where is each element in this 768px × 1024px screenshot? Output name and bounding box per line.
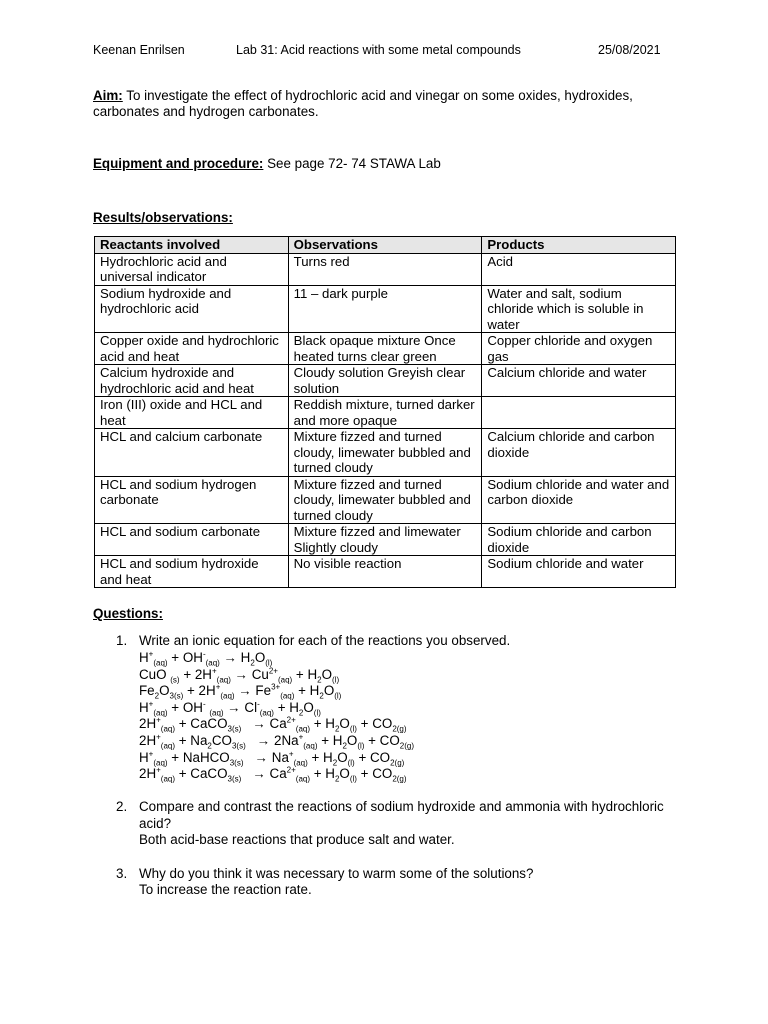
table-cell: Acid [482, 253, 676, 285]
table-row [95, 397, 676, 429]
column-header: Reactants involved [95, 237, 289, 254]
table-cell: Cloudy solution Greyish clear solution [288, 365, 482, 397]
question-2 [116, 799, 676, 851]
question-text: Write an ionic equation for each of the reactions you observed. [139, 633, 511, 648]
table-cell [482, 397, 676, 429]
table-row [95, 333, 676, 365]
table-cell: Turns red [288, 253, 482, 285]
question-number: 2. [116, 799, 128, 814]
column-header: Observations [288, 237, 482, 254]
equation: $2H^+_{(aq)}$ + CaCO$_{3(s)}$ → $Ca^{2+}_{(aq)} + H_2O_{(l)} + CO_{2(g)}$ [139, 765, 407, 784]
ionic-equations [139, 650, 414, 783]
table-cell: Black opaque mixture Once heated turns clear green [288, 333, 482, 365]
table-row [95, 285, 676, 333]
table-cell: Mixture fizzed and limewater Slightly cloudy [288, 524, 482, 556]
table-cell: Sodium hydroxide and hydrochloric acid [95, 285, 289, 333]
column-header: Products [482, 237, 676, 254]
table-cell: Reddish mixture, turned darker and more opaque [288, 397, 482, 429]
table-cell: Mixture fizzed and turned cloudy, limewater bubbled and turned cloudy [288, 476, 482, 524]
question-text: Compare and contrast the reactions of sodium hydroxide and ammonia with hydrochloric acid? [139, 799, 664, 831]
table-cell: Mixture fizzed and turned cloudy, limewater bubbled and turned cloudy [288, 429, 482, 477]
equation: CuO $_{(s)} + 2H^+_{(aq)} \to Cu^{2+}_{(aq)} + H_2O_{(l)}$ [139, 666, 340, 685]
question-number: 3. [116, 866, 128, 881]
table-row [95, 524, 676, 556]
question-text: Why do you think it was necessary to warm some of the solutions? [139, 866, 534, 881]
equation: $H^+_{(aq)}$ + NaHCO$_{3(s)}$ → $Na^+_{(aq)} + H_2O_{(l)} + CO_{2(g)}$ [139, 749, 405, 768]
equipment-label: Equipment and procedure: [93, 156, 264, 171]
aim-section [93, 88, 683, 120]
equation: $2H^+_{(aq)}$ + CaCO$_{3(s)}$ → $Ca^{2+}_{(aq)} + H_2O_{(l)} + CO_{2(g)}$ [139, 715, 407, 735]
lab-date: 25/08/2021 [598, 43, 661, 57]
table-cell: Calcium chloride and water [482, 365, 676, 397]
question-answer: To increase the reaction rate. [139, 882, 312, 897]
table-cell: Iron (III) oxide and HCL and heat [95, 397, 289, 429]
results-table [94, 236, 676, 588]
table-row [95, 365, 676, 397]
table-cell: No visible reaction [288, 556, 482, 588]
table-row [95, 476, 676, 524]
table-cell: Calcium hydroxide and hydrochloric acid and heat [95, 365, 289, 397]
question-number: 1. [116, 633, 128, 648]
table-cell: Calcium chloride and carbon dioxide [482, 429, 676, 477]
lab-title: Lab 31: Acid reactions with some metal compounds [236, 43, 521, 57]
question-3 [116, 866, 676, 902]
equation: $Fe_2O_{3(s)} + 2H^+_{(aq)} \to Fe^{3+}_{(aq)} + H_2O_{(l)}$ [139, 682, 342, 701]
equipment-section [93, 156, 683, 172]
equation: $H^+_{(aq)} + OH^-$ $_{(aq)} \to Cl^-_{(aq)} + H_2O_{(l)}$ [139, 699, 321, 718]
table-cell: Sodium chloride and water [482, 556, 676, 588]
table-cell: 11 – dark purple [288, 285, 482, 333]
table-row [95, 556, 676, 588]
equipment-text: See page 72- 74 STAWA Lab [263, 156, 441, 171]
table-row [95, 253, 676, 285]
table-row [95, 429, 676, 477]
table-cell: HCL and sodium hydroxide and heat [95, 556, 289, 588]
question-1 [116, 633, 676, 783]
table-cell: HCL and sodium carbonate [95, 524, 289, 556]
table-cell: Sodium chloride and carbon dioxide [482, 524, 676, 556]
table-header-row [95, 237, 676, 254]
table-cell: HCL and sodium hydrogen carbonate [95, 476, 289, 524]
results-heading: Results/observations: [93, 210, 233, 225]
aim-text: To investigate the effect of hydrochloric acid and vinegar on some oxides, hydroxides, carbonates and hydrogen carbonates. [93, 88, 633, 119]
author-name: Keenan Enrilsen [93, 43, 185, 57]
equation: $2H^+_{(aq)} + Na_2CO_{3(s)} \to 2Na^+_{(aq)} + H_2O_{(l)} + CO_{2(g)}$ [139, 732, 415, 751]
equation: $H^+_{(aq)} + OH^-_{(aq)} \to H_2O_{(l)}$ [139, 649, 273, 668]
table-cell: Copper oxide and hydrochloric acid and heat [95, 333, 289, 365]
table-cell: Copper chloride and oxygen gas [482, 333, 676, 365]
table-cell: Hydrochloric acid and universal indicator [95, 253, 289, 285]
question-answer: Both acid-base reactions that produce salt and water. [139, 832, 455, 847]
questions-heading: Questions: [93, 606, 163, 621]
table-cell: Sodium chloride and water and carbon dioxide [482, 476, 676, 524]
aim-label: Aim: [93, 88, 123, 103]
table-cell: Water and salt, sodium chloride which is soluble in water [482, 285, 676, 333]
table-cell: HCL and calcium carbonate [95, 429, 289, 477]
